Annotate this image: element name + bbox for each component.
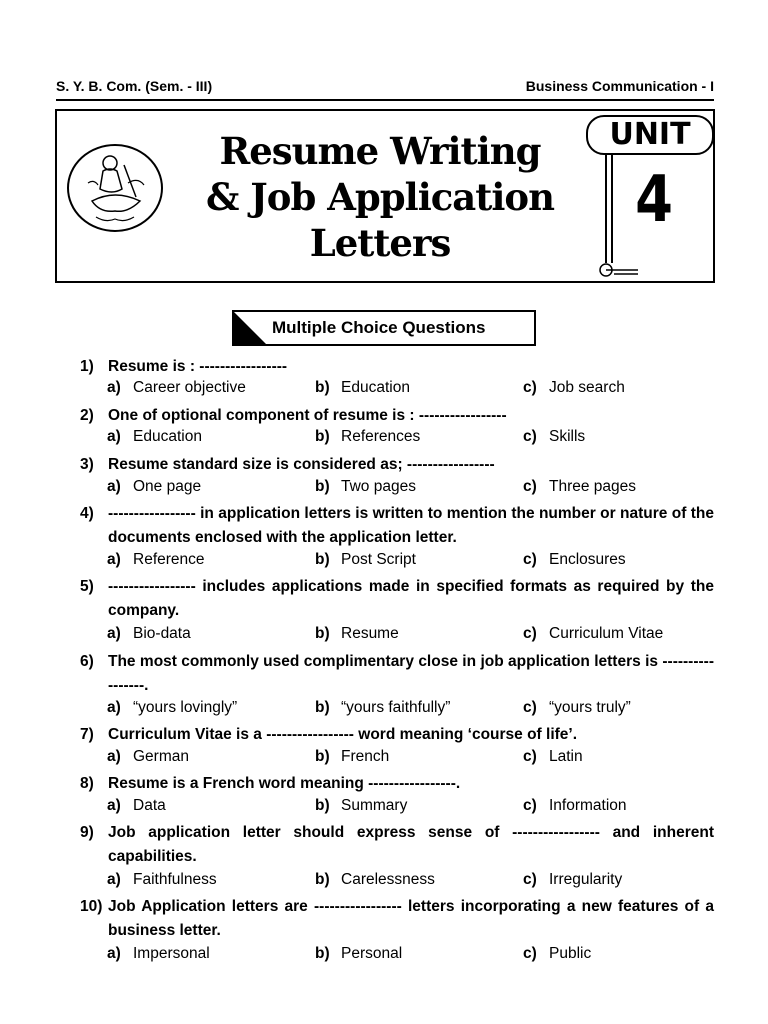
option-a <box>107 797 166 815</box>
option-text: French <box>341 748 390 765</box>
option-label: b) <box>315 871 330 888</box>
option-b <box>315 797 407 815</box>
option-label: c) <box>523 379 537 396</box>
option-label: a) <box>107 699 121 716</box>
question-number: 2) <box>80 407 94 424</box>
question <box>80 772 714 796</box>
question-text: Resume is a French word meaning -----------------. <box>108 775 461 792</box>
option-b <box>315 625 399 643</box>
question <box>80 575 714 623</box>
option-label: c) <box>523 945 537 962</box>
question-number: 6) <box>80 653 94 670</box>
option-c <box>523 945 591 963</box>
title-line: Letters <box>309 221 451 265</box>
question-number: 7) <box>80 726 94 743</box>
option-label: a) <box>107 871 121 888</box>
question-text: Resume is : ----------------- <box>108 358 288 375</box>
option-label: b) <box>315 748 330 765</box>
question-number: 9) <box>80 824 94 841</box>
question <box>80 404 714 428</box>
option-label: c) <box>523 871 537 888</box>
option-label: c) <box>523 748 537 765</box>
title-line: & Job Application <box>205 175 554 219</box>
option-label: b) <box>315 945 330 962</box>
question-text: Job application letter should express sense of ----------------- and inherent capabilities. <box>108 824 714 865</box>
option-c <box>523 699 631 717</box>
option-a <box>107 748 189 766</box>
question <box>80 895 714 943</box>
option-text: Latin <box>549 748 583 765</box>
question-text: The most commonly used complimentary close in job application letters is -----------------. <box>108 653 714 694</box>
options-row <box>107 748 707 770</box>
option-label: b) <box>315 797 330 814</box>
question <box>80 821 714 869</box>
option-text: Education <box>133 428 202 445</box>
question-text: ----------------- includes applications made in specified formats as required by the company. <box>108 578 714 619</box>
option-c <box>523 748 583 766</box>
question-number: 5) <box>80 578 94 595</box>
option-label: a) <box>107 748 121 765</box>
header-rule <box>56 99 714 101</box>
option-label: b) <box>315 699 330 716</box>
option-c <box>523 379 625 397</box>
subject-title: Business Communication - I <box>525 78 714 94</box>
question-number: 3) <box>80 456 94 473</box>
option-text: Information <box>549 797 627 814</box>
option-a <box>107 871 217 889</box>
option-b <box>315 748 389 766</box>
option-text: “yours faithfully” <box>341 699 451 716</box>
option-label: c) <box>523 797 537 814</box>
option-c <box>523 871 622 889</box>
question <box>80 502 714 550</box>
question <box>80 650 714 698</box>
options-row <box>107 478 707 500</box>
option-text: “yours truly” <box>549 699 631 716</box>
options-row <box>107 945 707 967</box>
question <box>80 723 714 747</box>
option-c <box>523 797 627 815</box>
option-text: Carelessness <box>341 871 435 888</box>
option-label: b) <box>315 551 330 568</box>
option-label: a) <box>107 797 121 814</box>
option-text: Personal <box>341 945 403 962</box>
option-b <box>315 699 450 717</box>
question <box>80 453 714 477</box>
options-row <box>107 625 707 647</box>
option-c <box>523 428 585 446</box>
option-label: b) <box>315 478 330 495</box>
option-text: Bio-data <box>133 625 191 642</box>
question-number: 10) <box>80 898 103 915</box>
option-label: b) <box>315 428 330 445</box>
option-label: c) <box>523 699 537 716</box>
option-label: c) <box>523 428 537 445</box>
option-b <box>315 478 416 496</box>
option-b <box>315 428 420 446</box>
options-row <box>107 379 707 401</box>
unit-number: 4 <box>635 163 673 237</box>
option-a <box>107 478 201 496</box>
options-row <box>107 551 707 573</box>
option-text: Data <box>133 797 166 814</box>
question-text: One of optional component of resume is : ----------------- <box>108 407 507 424</box>
course-title: S. Y. B. Com. (Sem. - III) <box>56 78 213 94</box>
option-c <box>523 478 636 496</box>
section-title: Multiple Choice Questions <box>272 318 486 337</box>
option-label: b) <box>315 379 330 396</box>
option-b <box>315 379 410 397</box>
question-text: Resume standard size is considered as; ----------------- <box>108 456 495 473</box>
question-text: Curriculum Vitae is a ----------------- word meaning ‘course of life’. <box>108 726 578 743</box>
option-a <box>107 945 210 963</box>
section-triangle-icon <box>232 310 268 346</box>
option-text: Faithfulness <box>133 871 217 888</box>
title-line: Resume Writing <box>219 129 541 173</box>
option-label: c) <box>523 551 537 568</box>
option-text: Curriculum Vitae <box>549 625 664 642</box>
unit-title <box>150 128 610 266</box>
options-row <box>107 428 707 450</box>
option-label: b) <box>315 625 330 642</box>
option-text: Reference <box>133 551 205 568</box>
option-label: c) <box>523 478 537 495</box>
option-text: One page <box>133 478 202 495</box>
option-label: c) <box>523 625 537 642</box>
option-text: Three pages <box>549 478 637 495</box>
option-a <box>107 551 205 569</box>
option-label: a) <box>107 379 121 396</box>
option-text: Job search <box>549 379 625 396</box>
question-number: 8) <box>80 775 94 792</box>
options-row <box>107 699 707 721</box>
option-text: Two pages <box>341 478 416 495</box>
question-number: 4) <box>80 505 94 522</box>
option-a <box>107 379 246 397</box>
question <box>80 355 714 379</box>
option-text: Enclosures <box>549 551 626 568</box>
unit-label: UNIT <box>586 115 714 155</box>
option-b <box>315 551 416 569</box>
option-b <box>315 945 402 963</box>
option-text: Irregularity <box>549 871 623 888</box>
option-text: Education <box>341 379 410 396</box>
option-text: “yours lovingly” <box>133 699 238 716</box>
option-label: a) <box>107 428 121 445</box>
question-number: 1) <box>80 358 94 375</box>
option-text: Resume <box>341 625 399 642</box>
option-c <box>523 551 626 569</box>
option-text: Impersonal <box>133 945 210 962</box>
option-text: Post Script <box>341 551 416 568</box>
question-text: Job Application letters are ----------------- letters incorporating a new features of a business letter. <box>108 898 714 939</box>
option-text: Career objective <box>133 379 246 396</box>
option-a <box>107 699 237 717</box>
option-text: Public <box>549 945 592 962</box>
option-text: Skills <box>549 428 586 445</box>
option-b <box>315 871 435 889</box>
option-label: a) <box>107 478 121 495</box>
option-text: German <box>133 748 189 765</box>
option-label: a) <box>107 551 121 568</box>
option-label: a) <box>107 625 121 642</box>
option-text: Summary <box>341 797 408 814</box>
option-c <box>523 625 663 643</box>
option-text: References <box>341 428 421 445</box>
options-row <box>107 871 707 893</box>
question-text: ----------------- in application letters is written to mention the number or nature of the documents enclosed with the application letter. <box>108 505 714 546</box>
option-label: a) <box>107 945 121 962</box>
option-a <box>107 428 202 446</box>
options-row <box>107 797 707 819</box>
option-a <box>107 625 191 643</box>
unit-badge <box>584 113 714 283</box>
